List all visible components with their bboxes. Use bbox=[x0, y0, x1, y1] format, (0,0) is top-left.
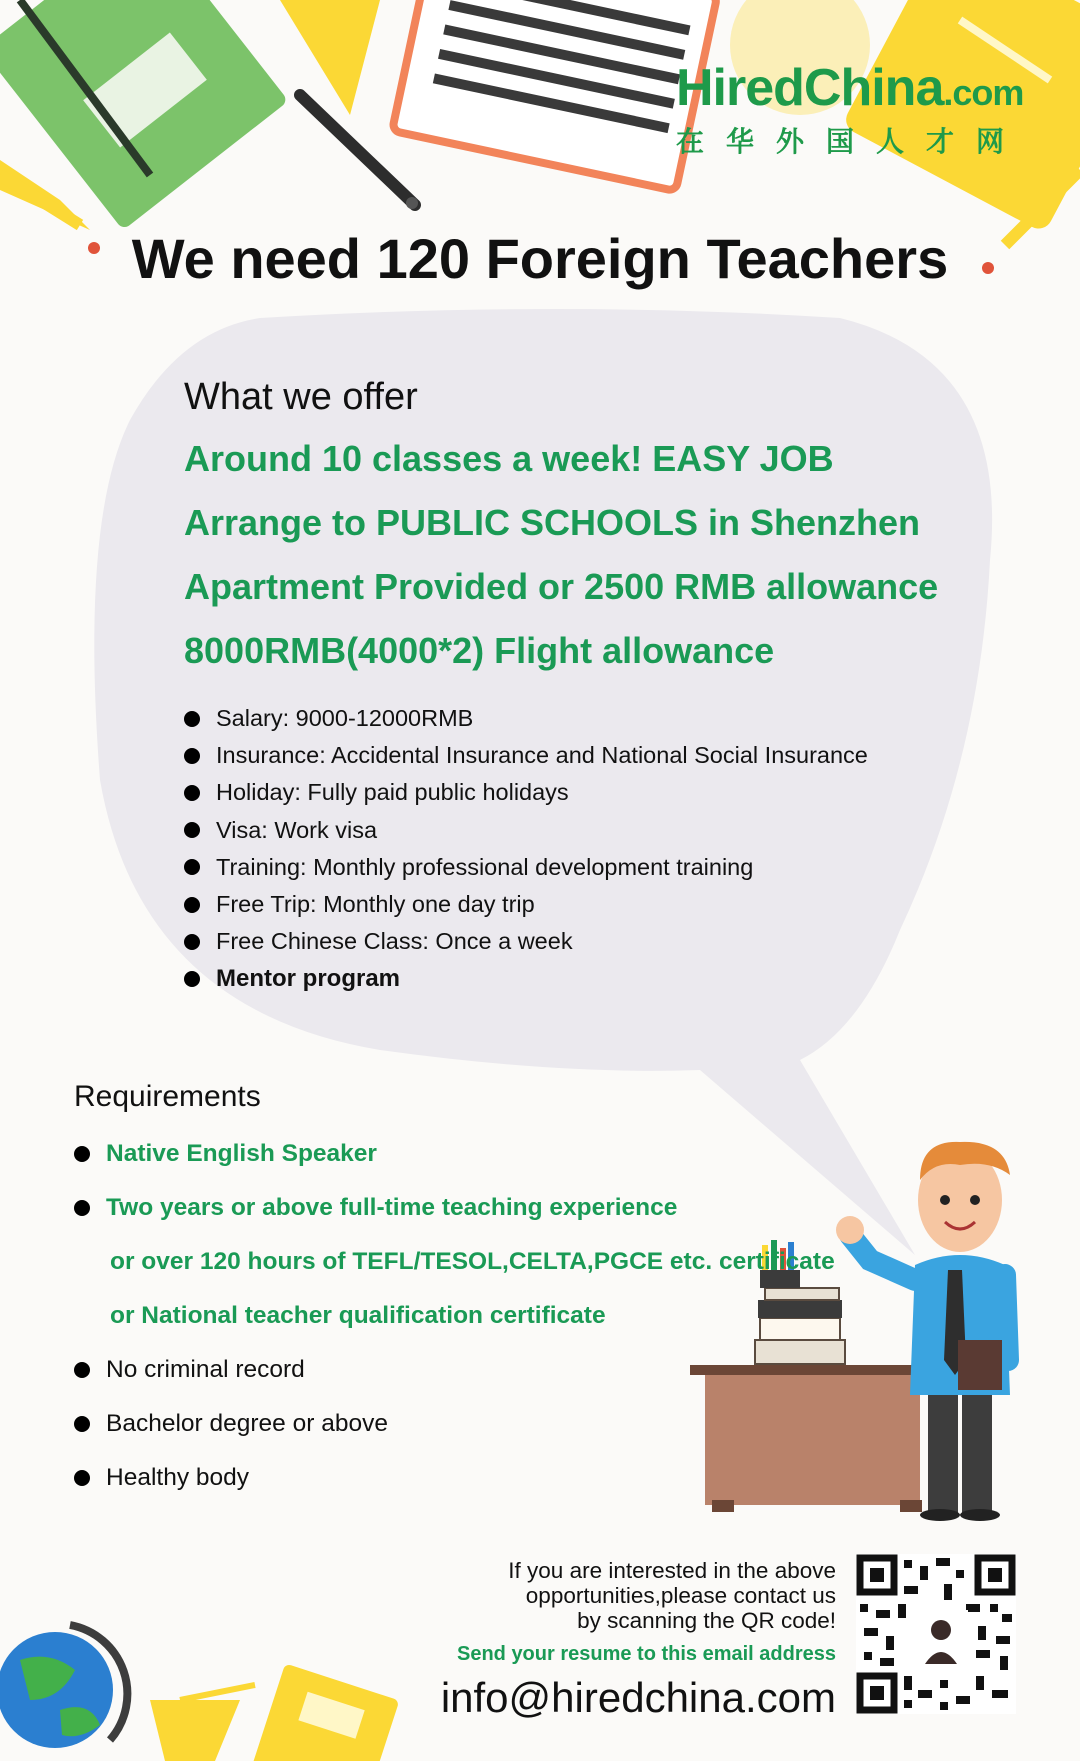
requirement-item bbox=[74, 1451, 835, 1505]
benefit-text: Mentor program bbox=[216, 964, 401, 992]
bullet-icon bbox=[184, 934, 200, 950]
logo-chinese-text: 在华外国人才网 bbox=[676, 126, 1027, 157]
globe-icon bbox=[0, 1625, 127, 1748]
requirement-item bbox=[74, 1127, 835, 1181]
bullet-icon bbox=[184, 785, 200, 801]
benefit-text: Free Trip: Monthly one day trip bbox=[216, 891, 535, 918]
bullet-icon bbox=[184, 748, 200, 764]
benefit-item bbox=[184, 849, 868, 886]
offer-highlight: Arrange to PUBLIC SCHOOLS in Shenzhen bbox=[184, 502, 921, 543]
requirement-text: Healthy body bbox=[106, 1464, 250, 1491]
offer-highlight: Apartment Provided or 2500 RMB allowance bbox=[184, 566, 939, 607]
benefit-item bbox=[184, 886, 868, 923]
bullet-icon bbox=[184, 897, 200, 913]
bullet-icon bbox=[74, 1146, 90, 1162]
bullet-icon bbox=[184, 859, 200, 875]
benefit-text: Holiday: Fully paid public holidays bbox=[216, 779, 569, 806]
requirement-text: No criminal record bbox=[106, 1356, 305, 1383]
benefit-item bbox=[184, 812, 868, 849]
requirement-text: or over 120 hours of TEFL/TESOL,CELTA,PGCE etc. certificate bbox=[110, 1248, 835, 1275]
bottom-notebook-icon bbox=[248, 1663, 399, 1761]
requirement-text: Bachelor degree or above bbox=[106, 1410, 388, 1437]
benefit-item bbox=[184, 737, 868, 774]
bullet-icon bbox=[74, 1470, 90, 1486]
requirement-item bbox=[74, 1289, 835, 1343]
benefit-text: Free Chinese Class: Once a week bbox=[216, 928, 573, 955]
bullet-icon bbox=[74, 1416, 90, 1432]
benefit-text: Salary: 9000-12000RMB bbox=[216, 705, 474, 732]
logo-main-text: HiredChina bbox=[676, 59, 944, 117]
requirements-title: Requirements bbox=[74, 1080, 261, 1113]
bullet-icon bbox=[74, 1200, 90, 1216]
benefit-item bbox=[184, 774, 868, 811]
offer-highlight: 8000RMB(4000*2) Flight allowance bbox=[184, 630, 775, 671]
logo-tld-text: .com bbox=[943, 72, 1024, 113]
benefit-text: Visa: Work visa bbox=[216, 816, 378, 843]
open-notebook-icon bbox=[392, 0, 717, 191]
contact-line: by scanning the QR code! bbox=[577, 1608, 836, 1633]
bullet-icon bbox=[184, 711, 200, 727]
requirements-list bbox=[74, 1127, 835, 1505]
contact-line: opportunities,please contact us bbox=[525, 1583, 836, 1608]
requirement-item bbox=[74, 1397, 835, 1451]
offer-highlight: Around 10 classes a week! EASY JOB bbox=[184, 438, 834, 479]
offer-title: What we offer bbox=[184, 376, 418, 418]
bullet-icon bbox=[184, 822, 200, 838]
qr-code-icon bbox=[856, 1554, 1016, 1714]
send-resume-text: Send your resume to this email address bbox=[456, 1643, 836, 1665]
contact-line: If you are interested in the above bbox=[508, 1558, 836, 1583]
benefit-text: Insurance: Accidental Insurance and National Social Insurance bbox=[216, 742, 868, 769]
bullet-icon bbox=[74, 1362, 90, 1378]
requirement-item bbox=[74, 1235, 835, 1289]
benefit-item bbox=[184, 700, 868, 737]
hiredchina-logo bbox=[676, 59, 1046, 160]
pencil-bottom-icon bbox=[180, 1685, 255, 1700]
requirement-text: Two years or above full-time teaching experience bbox=[106, 1194, 678, 1221]
benefit-text: Training: Monthly professional development training bbox=[216, 853, 754, 880]
triangle-ruler-icon bbox=[150, 1700, 240, 1761]
requirement-text: Native English Speaker bbox=[106, 1140, 377, 1167]
email-address[interactable]: info@hiredchina.com bbox=[440, 1674, 836, 1721]
headline: We need 120 Foreign Teachers bbox=[131, 227, 949, 290]
benefit-item bbox=[184, 923, 868, 960]
contact-block bbox=[380, 1558, 836, 1722]
bullet-icon bbox=[184, 971, 200, 987]
requirement-text: or National teacher qualification certificate bbox=[110, 1302, 606, 1329]
requirement-item bbox=[74, 1181, 835, 1235]
benefits-list bbox=[184, 700, 868, 998]
benefit-item bbox=[184, 960, 868, 997]
requirement-item bbox=[74, 1343, 835, 1397]
